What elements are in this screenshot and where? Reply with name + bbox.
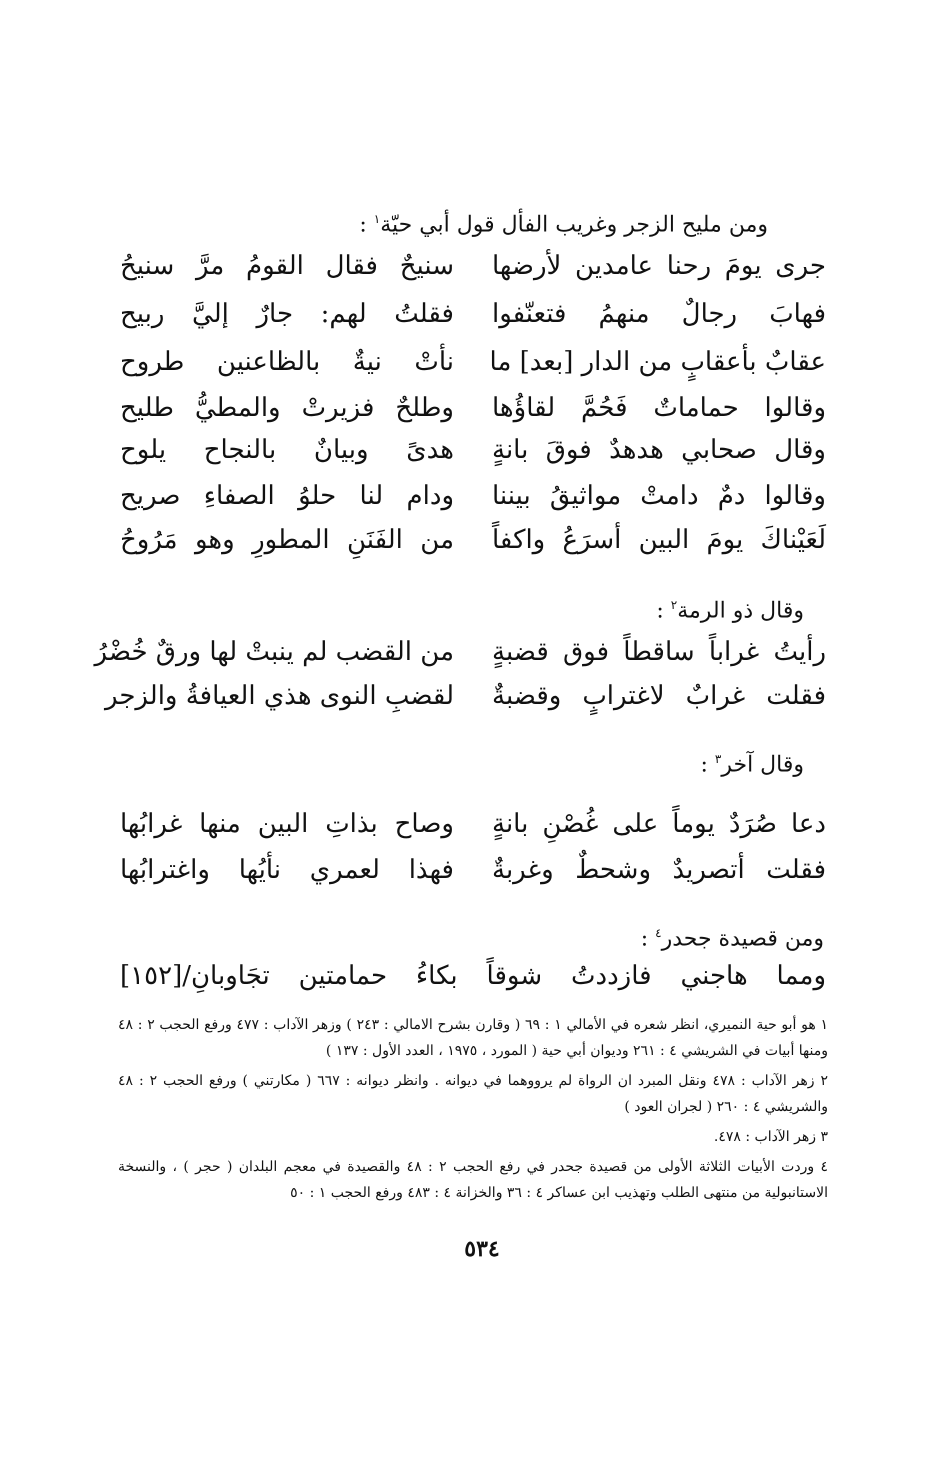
verse-hemistich-2: من القضب لم ينبتْ لها ورقٌ خُضْرُ bbox=[94, 637, 454, 667]
verse-hemistich-1: دعا صُرَدٌ يوماً على غُصْنِ بانةٍ bbox=[492, 809, 826, 839]
verse bbox=[94, 630, 826, 674]
page-number: ٥٣٤ bbox=[464, 1236, 500, 1262]
footnote-text: ١ هو أبو حية النميري، انظر شعره في الأمالي ١ : ٦٩ ( وقارن بشرح الامالي : ٢٤٣ ) وزهر الآداب : ٤٧٧ ورفع الحجب ٢ : ٤٨ ومنها أبيات في الشريشي ٤ : ٢٦١ وديوان أبي حية ( المورد ، ١٩٧٥ ، العدد الأول : ١٣٧ ) bbox=[118, 1017, 828, 1059]
footnote bbox=[118, 1012, 828, 1064]
verse-hemistich-2: وطلحٌ فزيرتْ والمطيُّ طليح bbox=[120, 393, 454, 423]
verse-hemistich-2: لقضبِ النوى هذي العيافةُ والزجر bbox=[105, 681, 454, 711]
verse-hemistich-2: سنيحٌ فقال القومُ مرَّ سنيحُ bbox=[120, 251, 454, 281]
verse bbox=[120, 428, 826, 472]
verse-hemistich-1: عقابٌ بأعقابٍ من الدار [بعد] ما bbox=[489, 347, 826, 377]
verse bbox=[105, 674, 826, 718]
verse-hemistich-1: فقلت غرابٌ لاغترابٍ وقضبةٌ bbox=[492, 681, 826, 711]
verse-hemistich-1: رأيتُ غراباً ساقطاً فوق قضبةٍ bbox=[492, 637, 826, 667]
verse-hemistich-1: وقالوا دمٌ دامتْ مواثيقُ بيننا bbox=[492, 481, 826, 511]
footnote-text: ٤ وردت الأبيات الثلاثة الأولى من قصيدة جحدر في رفع الحجب ٢ : ٤٨ والقصيدة في معجم البلدان ( حجر ) ، والنسخة الاستانبولية من منتهى الطلب وتهذيب ابن عساكر ٤ : ٣٦ والخزانة ٤ : ٤٨٣ ورفع الحجب ١ : ٥٠ bbox=[118, 1159, 828, 1201]
verse bbox=[120, 386, 826, 430]
intro-colon: : bbox=[656, 598, 664, 624]
verse-hemistich-1: جرى يومَ رحنا عامدين لأرضها bbox=[492, 251, 826, 281]
footnote-marker: ١ bbox=[373, 212, 381, 226]
verse-hemistich-2: ودام لنا حلوُ الصفاءِ صريح bbox=[120, 481, 454, 511]
verse-hemistich-1: وقالوا حماماتٌ فَحُمَّ لقاؤُها bbox=[492, 393, 826, 423]
intro-text: وقال ذو الرمة bbox=[677, 598, 804, 624]
intro-text: وقال آخر bbox=[721, 752, 804, 778]
intro-line-1 bbox=[359, 204, 768, 240]
verse-hemistich-1: وقال صحابي هدهدٌ فوقَ بانةٍ bbox=[492, 435, 826, 465]
intro-line-2 bbox=[656, 590, 804, 626]
footnote-marker: ٢ bbox=[670, 598, 678, 612]
verse-hemistich-2: نأتْ نيةٌ بالظاعنين طروح bbox=[120, 347, 454, 377]
verse bbox=[120, 518, 826, 562]
verse bbox=[120, 848, 826, 892]
footnotes bbox=[118, 1012, 828, 1206]
verse-hemistich-1: لَعَيْناكَ يومَ البين أسرَعُ واكفاً bbox=[492, 525, 826, 555]
intro-text: ومن قصيدة جحدر bbox=[661, 926, 824, 952]
verse-hemistich-2: فهذا لعمري نأيُها واغترابُها bbox=[120, 855, 454, 885]
verse-hemistich-1: فهابَ رجالٌ منهمُ فتعنّفوا bbox=[492, 299, 826, 329]
footnote bbox=[118, 1154, 828, 1206]
verse-hemistich-2: وصاح بذاتِ البين منها غرابُها bbox=[120, 809, 454, 839]
verse bbox=[120, 802, 826, 846]
verse bbox=[120, 340, 826, 384]
footnote bbox=[118, 1068, 828, 1120]
verse-full-line: ومما هاجني فازددتُ شوقاً بكاءُ حمامتين تجَاوبانِ/[١٥٢] bbox=[120, 961, 826, 991]
footnote-text: ٢ زهر الآداب : ٤٧٨ ونقل المبرد ان الرواة لم يرووهما في ديوانه . وانظر ديوانه : ٦٦٧ ( مكارتني ) ورفع الحجب ٢ : ٤٨ والشريشي ٤ : ٢٦٠ ( لجران العود ) bbox=[118, 1073, 828, 1115]
footnote-marker: ٣ bbox=[714, 752, 722, 766]
verse bbox=[120, 474, 826, 518]
verse bbox=[120, 954, 826, 998]
intro-line-4 bbox=[641, 918, 824, 954]
footnote-marker: ٤ bbox=[655, 926, 662, 940]
verse bbox=[120, 292, 826, 336]
verse-hemistich-2: فقلتُ لهم: جارٌ إليَّ ربيح bbox=[120, 299, 454, 329]
verse-hemistich-2: هدىً وبيانٌ بالنجاح يلوح bbox=[120, 435, 454, 465]
intro-colon: : bbox=[640, 926, 649, 952]
intro-colon: : bbox=[359, 212, 367, 238]
verse-hemistich-1: فقلت أتصريدٌ وشحطٌ وغربةٌ bbox=[492, 855, 826, 885]
intro-line-3 bbox=[700, 744, 804, 780]
footnote-text: ٣ زهر الآداب : ٤٧٨. bbox=[713, 1129, 828, 1145]
verse bbox=[120, 244, 826, 288]
footnote bbox=[118, 1124, 828, 1150]
verse-hemistich-2: من الفَنَنِ المطورِ وهو مَرُوحُ bbox=[120, 525, 454, 555]
intro-text: ومن مليح الزجر وغريب الفأل قول أبي حيّة bbox=[380, 212, 768, 238]
intro-colon: : bbox=[700, 752, 708, 778]
